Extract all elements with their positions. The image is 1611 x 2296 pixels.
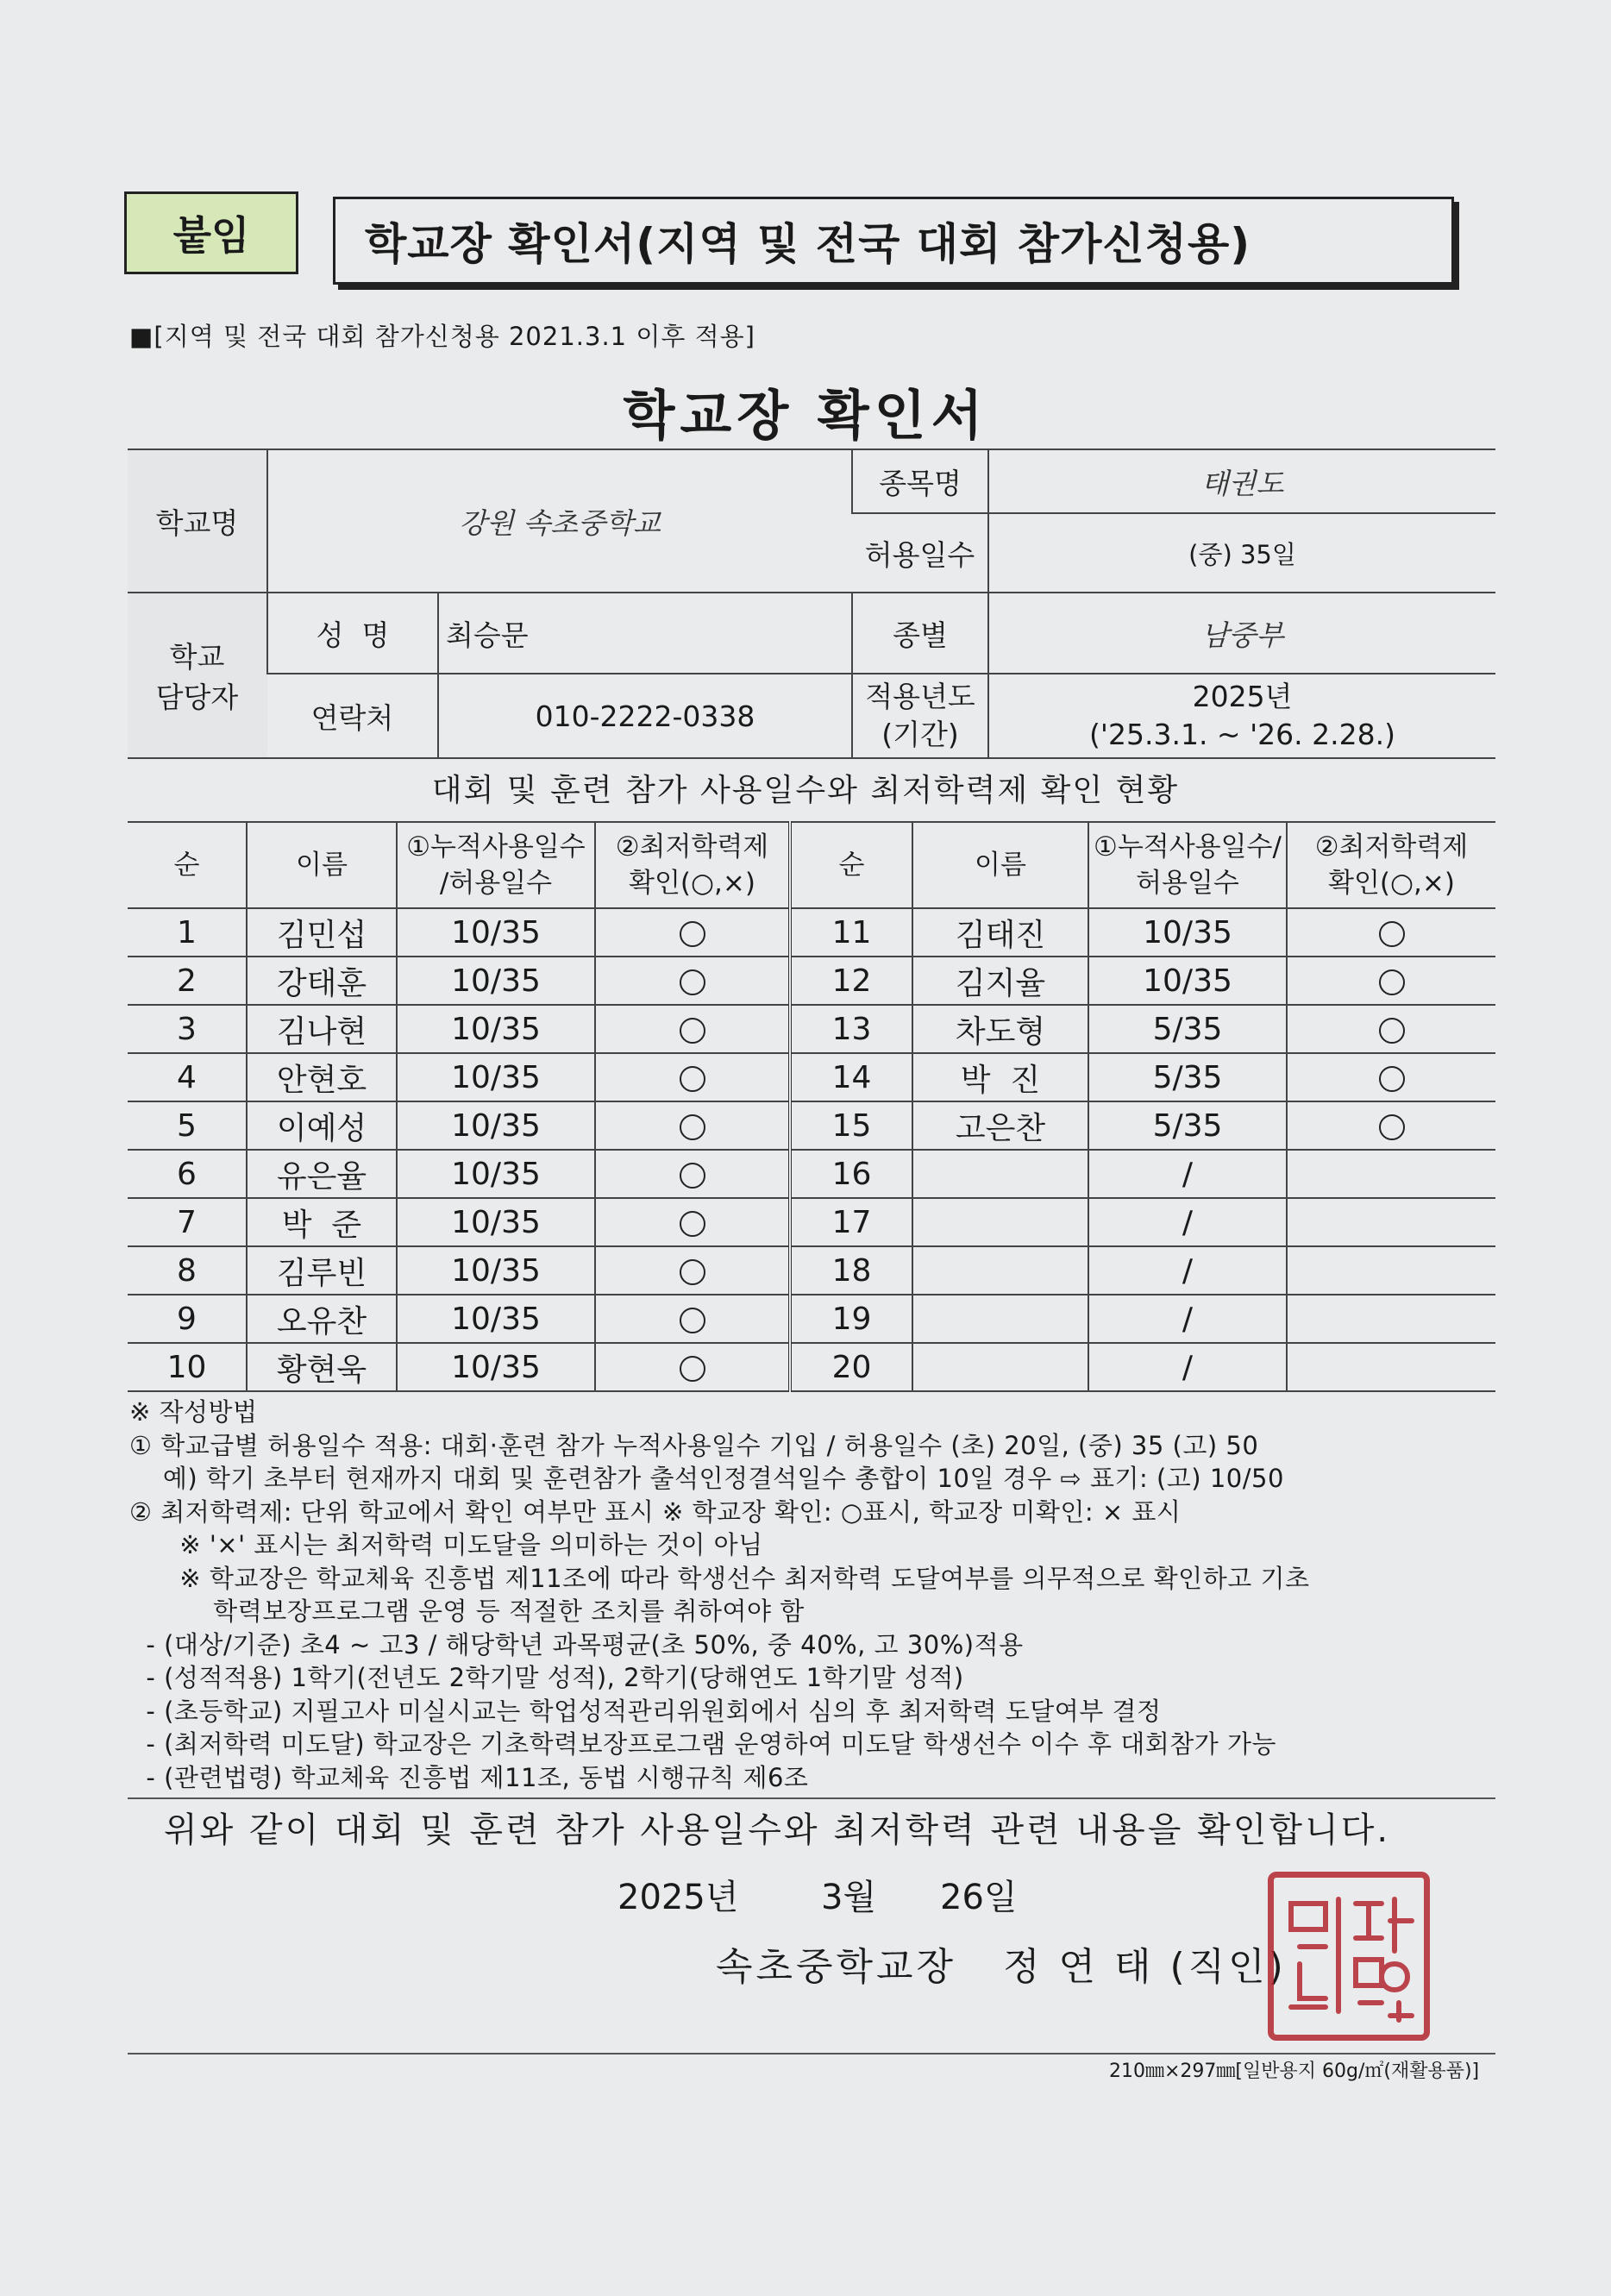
instruction-line: ② 최저학력제: 단위 학교에서 확인 여부만 표시 ※ 학교장 확인: ○표시, 학교장 미확인: × 표시 bbox=[129, 1496, 1182, 1527]
student-name: 김루빈 bbox=[247, 1246, 397, 1295]
row-number: 2 bbox=[128, 957, 247, 1005]
row-number: 9 bbox=[128, 1295, 247, 1343]
min-academic-check bbox=[1287, 1198, 1495, 1246]
table-row bbox=[128, 1150, 1495, 1198]
row-number: 20 bbox=[790, 1343, 912, 1391]
row-number: 19 bbox=[790, 1295, 912, 1343]
instruction-line: 학력보장프로그램 운영 등 적절한 조치를 취하여야 함 bbox=[129, 1597, 805, 1626]
days-used: / bbox=[1088, 1246, 1287, 1295]
table-row bbox=[128, 1005, 1495, 1053]
header-days-right-line1: ①누적사용일수/ bbox=[1094, 831, 1282, 863]
header-check-left-line2: 확인(○,×) bbox=[629, 868, 755, 899]
row-number: 7 bbox=[128, 1198, 247, 1246]
allowed-days-value: (중) 35일 bbox=[988, 513, 1495, 593]
days-used: 10/35 bbox=[397, 957, 595, 1005]
period-label-line2: (기간) bbox=[881, 718, 959, 751]
table-row bbox=[128, 957, 1495, 1005]
days-used: 5/35 bbox=[1088, 1101, 1287, 1150]
instruction-line: - (최저학력 미도달) 학교장은 기초학력보장프로그램 운영하여 미도달 학생선수 이수 후 대회참가 가능 bbox=[129, 1729, 1277, 1759]
row-number: 11 bbox=[790, 908, 912, 957]
attachment-tag: 붙임 bbox=[124, 191, 298, 274]
min-academic-check bbox=[1287, 1005, 1495, 1053]
days-used: / bbox=[1088, 1343, 1287, 1391]
info-table bbox=[128, 449, 1495, 759]
student-name: 이예성 bbox=[247, 1101, 397, 1150]
instruction-line: ※ 학교장은 학교체육 진흥법 제11조에 따라 학생선수 최저학력 도달여부를 의무적으로 확인하고 기초 bbox=[129, 1563, 1310, 1593]
days-used: 10/35 bbox=[397, 1101, 595, 1150]
row-number: 17 bbox=[790, 1198, 912, 1246]
header-check-right-line1: ②최저학력제 bbox=[1314, 831, 1469, 863]
table-row bbox=[128, 908, 1495, 957]
period-value bbox=[988, 674, 1495, 758]
student-name: 강태훈 bbox=[247, 957, 397, 1005]
row-number: 3 bbox=[128, 1005, 247, 1053]
row-number: 6 bbox=[128, 1150, 247, 1198]
date-month: 3월 bbox=[821, 1878, 877, 1917]
check-circle-icon bbox=[680, 1356, 705, 1382]
student-name bbox=[912, 1198, 1088, 1246]
category-label: 종별 bbox=[852, 593, 988, 674]
student-name: 김지율 bbox=[912, 957, 1088, 1005]
row-number: 14 bbox=[790, 1053, 912, 1101]
days-used: 10/35 bbox=[397, 1295, 595, 1343]
row-number: 5 bbox=[128, 1101, 247, 1150]
paper-spec: 210㎜×297㎜[일반용지 60g/㎡(재활용품)] bbox=[1109, 2061, 1480, 2082]
instruction-line: 예) 학기 초부터 현재까지 대회 및 훈련참가 출석인정결석일수 총합이 10일 경우 ⇨ 표기: (고) 10/50 bbox=[129, 1464, 1284, 1493]
min-academic-check bbox=[1287, 908, 1495, 957]
days-used: 10/35 bbox=[397, 1150, 595, 1198]
row-number: 10 bbox=[128, 1343, 247, 1391]
check-circle-icon bbox=[680, 1308, 705, 1333]
min-academic-check bbox=[1287, 957, 1495, 1005]
instructions bbox=[129, 1396, 1309, 1794]
min-academic-check bbox=[1287, 1053, 1495, 1101]
table-row bbox=[128, 1053, 1495, 1101]
header-days-left-line1: ①누적사용일수 bbox=[406, 831, 586, 863]
table-row bbox=[128, 1101, 1495, 1150]
row-number: 8 bbox=[128, 1246, 247, 1295]
check-circle-icon bbox=[680, 1114, 705, 1140]
days-used: 10/35 bbox=[397, 1246, 595, 1295]
row-number: 12 bbox=[790, 957, 912, 1005]
row-number: 15 bbox=[790, 1101, 912, 1150]
min-academic-check bbox=[1287, 1295, 1495, 1343]
name-label: 성 명 bbox=[267, 593, 438, 674]
roster-header-row bbox=[128, 822, 1495, 908]
row-number: 13 bbox=[790, 1005, 912, 1053]
header-no-right: 순 bbox=[790, 822, 912, 908]
student-name: 김민섭 bbox=[247, 908, 397, 957]
allowed-days-label: 허용일수 bbox=[852, 513, 988, 593]
student-name: 김나현 bbox=[247, 1005, 397, 1053]
header-days-left bbox=[397, 822, 595, 908]
table-row bbox=[128, 1343, 1495, 1391]
days-used: 5/35 bbox=[1088, 1005, 1287, 1053]
check-circle-icon bbox=[680, 1018, 705, 1044]
check-circle-icon bbox=[680, 1163, 705, 1189]
check-circle-icon bbox=[1379, 1018, 1405, 1044]
days-used: 5/35 bbox=[1088, 1053, 1287, 1101]
header-name-left: 이름 bbox=[247, 822, 397, 908]
principal-signature: 속초중학교장 정 연 태 (직인) bbox=[716, 1945, 1287, 1989]
days-used: / bbox=[1088, 1198, 1287, 1246]
min-academic-check bbox=[595, 1005, 790, 1053]
instruction-line: - (관련법령) 학교체육 진흥법 제11조, 동법 시행규칙 제6조 bbox=[129, 1762, 809, 1792]
instruction-line: ※ '×' 표시는 최저학력 미도달을 의미하는 것이 아님 bbox=[129, 1530, 763, 1559]
manager-label-line2: 담당자 bbox=[155, 681, 239, 714]
min-academic-check bbox=[595, 1246, 790, 1295]
event-label: 종목명 bbox=[852, 449, 988, 513]
check-circle-icon bbox=[680, 1259, 705, 1285]
contact-label: 연락처 bbox=[267, 674, 438, 758]
instruction-line: ① 학교급별 허용일수 적용: 대회·훈련 참가 누적사용일수 기입 / 허용일수 (초) 20일, (중) 35 (고) 50 bbox=[129, 1430, 1259, 1460]
days-used: 10/35 bbox=[397, 908, 595, 957]
student-name: 오유찬 bbox=[247, 1295, 397, 1343]
days-used: 10/35 bbox=[397, 1053, 595, 1101]
student-name bbox=[912, 1295, 1088, 1343]
days-used: / bbox=[1088, 1150, 1287, 1198]
period-label-line1: 적용년도 bbox=[865, 680, 975, 713]
header-check-left-line1: ②최저학력제 bbox=[615, 831, 769, 863]
min-academic-check bbox=[595, 1053, 790, 1101]
period-label bbox=[852, 674, 988, 758]
applicability-note: ■[지역 및 전국 대회 참가신청용 2021.3.1 이후 적용] bbox=[129, 322, 755, 351]
event-value: 태권도 bbox=[988, 449, 1495, 513]
date-day: 26일 bbox=[940, 1878, 1018, 1917]
days-used: 10/35 bbox=[397, 1343, 595, 1391]
official-seal-stamp bbox=[1268, 1872, 1430, 2041]
header-no-left: 순 bbox=[128, 822, 247, 908]
student-name: 박 진 bbox=[912, 1053, 1088, 1101]
divider-bottom bbox=[128, 2053, 1495, 2054]
roster-section-title: 대회 및 훈련 참가 사용일수와 최저학력제 확인 현황 bbox=[431, 773, 1180, 808]
row-number: 4 bbox=[128, 1053, 247, 1101]
divider-top bbox=[128, 1797, 1495, 1799]
period-range: ('25.3.1. ~ '26. 2.28.) bbox=[1089, 718, 1395, 751]
check-circle-icon bbox=[680, 1211, 705, 1237]
instruction-line: - (성적적용) 1학기(전년도 2학기말 성적), 2학기(당해연도 1학기말 성적) bbox=[129, 1663, 964, 1692]
contact-value: 010-2222-0338 bbox=[438, 674, 852, 758]
check-circle-icon bbox=[680, 1066, 705, 1092]
date-year: 2025년 bbox=[617, 1878, 739, 1917]
header-days-left-line2: /허용일수 bbox=[439, 868, 553, 899]
roster-table bbox=[128, 821, 1495, 1392]
min-academic-check bbox=[595, 1295, 790, 1343]
school-value: 강원 속초중학교 bbox=[267, 449, 852, 593]
days-used: 10/35 bbox=[397, 1198, 595, 1246]
min-academic-check bbox=[595, 957, 790, 1005]
instruction-line: - (대상/기준) 초4 ~ 고3 / 해당학년 과목평균(초 50%, 중 40%, 고 30%)적용 bbox=[129, 1629, 1024, 1659]
student-name bbox=[912, 1343, 1088, 1391]
student-name: 김태진 bbox=[912, 908, 1088, 957]
header-check-right-line2: 확인(○,×) bbox=[1328, 868, 1455, 899]
header-days-right-line2: 허용일수 bbox=[1136, 868, 1239, 899]
days-used: 10/35 bbox=[1088, 908, 1287, 957]
min-academic-check bbox=[595, 1198, 790, 1246]
days-used: / bbox=[1088, 1295, 1287, 1343]
check-circle-icon bbox=[1379, 921, 1405, 947]
header-days-right bbox=[1088, 822, 1287, 908]
student-name: 박 준 bbox=[247, 1198, 397, 1246]
instruction-line: - (초등학교) 지필고사 미실시교는 학업성적관리위원회에서 심의 후 최저학력 도달여부 결정 bbox=[129, 1696, 1162, 1726]
student-name: 황현욱 bbox=[247, 1343, 397, 1391]
row-number: 18 bbox=[790, 1246, 912, 1295]
table-row bbox=[128, 1246, 1495, 1295]
min-academic-check bbox=[595, 1150, 790, 1198]
seal-pattern bbox=[1274, 1878, 1424, 2035]
table-row bbox=[128, 1198, 1495, 1246]
check-circle-icon bbox=[1379, 969, 1405, 995]
student-name: 고은찬 bbox=[912, 1101, 1088, 1150]
confirmation-statement: 위와 같이 대회 및 훈련 참가 사용일수와 최저학력 관련 내용을 확인합니다. bbox=[164, 1810, 1391, 1850]
manager-label-line1: 학교 bbox=[169, 640, 225, 674]
header-name-right: 이름 bbox=[912, 822, 1088, 908]
check-circle-icon bbox=[1379, 1114, 1405, 1140]
days-used: 10/35 bbox=[1088, 957, 1287, 1005]
manager-label bbox=[128, 593, 267, 758]
header-check-left bbox=[595, 822, 790, 908]
min-academic-check bbox=[1287, 1101, 1495, 1150]
form-title-box: 학교장 확인서(지역 및 전국 대회 참가신청용) bbox=[333, 197, 1454, 285]
min-academic-check bbox=[1287, 1150, 1495, 1198]
header-check-right bbox=[1287, 822, 1495, 908]
min-academic-check bbox=[595, 1101, 790, 1150]
check-circle-icon bbox=[1379, 1066, 1405, 1092]
days-used: 10/35 bbox=[397, 1005, 595, 1053]
check-circle-icon bbox=[680, 969, 705, 995]
check-circle-icon bbox=[680, 921, 705, 947]
category-value: 남중부 bbox=[988, 593, 1495, 674]
student-name bbox=[912, 1246, 1088, 1295]
student-name: 차도형 bbox=[912, 1005, 1088, 1053]
school-label: 학교명 bbox=[128, 449, 267, 593]
min-academic-check bbox=[595, 908, 790, 957]
instruction-line: ※ 작성방법 bbox=[129, 1397, 258, 1427]
document-title: 학교장 확인서 bbox=[623, 384, 988, 447]
table-row bbox=[128, 1295, 1495, 1343]
min-academic-check bbox=[1287, 1343, 1495, 1391]
student-name: 유은율 bbox=[247, 1150, 397, 1198]
name-value: 최승문 bbox=[438, 593, 852, 674]
student-name bbox=[912, 1150, 1088, 1198]
min-academic-check bbox=[595, 1343, 790, 1391]
row-number: 16 bbox=[790, 1150, 912, 1198]
roster-body bbox=[128, 908, 1495, 1391]
min-academic-check bbox=[1287, 1246, 1495, 1295]
row-number: 1 bbox=[128, 908, 247, 957]
student-name: 안현호 bbox=[247, 1053, 397, 1101]
period-year: 2025년 bbox=[1192, 680, 1293, 713]
